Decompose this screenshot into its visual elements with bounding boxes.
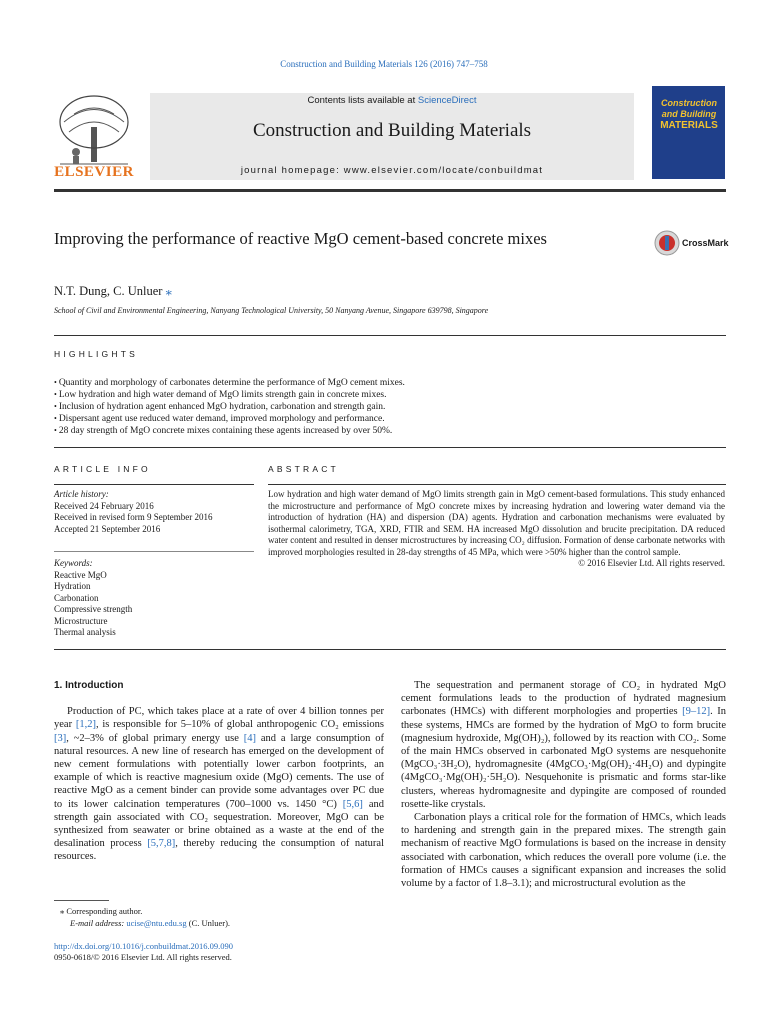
- history-item: Accepted 21 September 2016: [54, 523, 161, 534]
- email-link[interactable]: ucise@ntu.edu.sg: [126, 917, 187, 928]
- abstract-heading: ABSTRACT: [268, 464, 339, 474]
- section-heading: 1. Introduction: [54, 680, 124, 691]
- divider: [54, 649, 726, 650]
- author-list: [54, 283, 172, 299]
- history-item: Received in revised form 9 September 2016: [54, 512, 213, 522]
- keyword: Carbonation: [54, 592, 99, 603]
- divider: [268, 484, 726, 485]
- footnote-mark: ⁎: [60, 906, 65, 916]
- cover-line: and Building: [661, 109, 717, 119]
- text: and a large consumption of natural resources. A new line of research has emerged on the development of new cement formulations with potentially lower carbon footprints, an example of which is reactive magnesium oxide (MgO) cements. The use of reactive MgO as a cement binder can provide some advantages over PC due to its lower calcination temperatures (700–1000 vs. 1450 °C): [54, 732, 384, 810]
- divider: [54, 447, 726, 448]
- keyword: Reactive MgO: [54, 569, 107, 580]
- divider: [54, 551, 254, 552]
- journal-cover-title: [655, 98, 723, 131]
- highlight-item: • 28 day strength of MgO concrete mixes containing these agents increased by over 50%.: [54, 425, 726, 437]
- text: , ~2–3% of global primary energy use: [66, 732, 244, 744]
- corresponding-label: Corresponding author.: [66, 906, 143, 916]
- keywords: [54, 558, 254, 639]
- intro-column-right: [401, 679, 726, 890]
- keyword: Microstructure: [54, 615, 108, 626]
- keyword: Compressive strength: [54, 604, 133, 614]
- abstract-text: Low hydration and high water demand of MgO limits strength gain in MgO cement-based formulations. This study enhanced the microstructure and performance of MgO concrete mixes by increasing hydration and lowering water demand via the introduction of hydration (HA) and dispersion (DA) agents. Hydration and carbonation mechanisms were evaluated by isothermal calorimetry, TGA, XRD, FTIR and SEM. HA increased MgO dissolution and brucite precipitation. DA reduced water content and resulted in denser microstructures by increasing CO₂ diffusion. Formation of dense carbonate networks with improved morphologies resulted in 28-day strengths of 45 MPa, which were >50% higher than the control sample.: [268, 489, 725, 557]
- text: . In these systems, HMCs are formed by the hydration of MgO to form brucite (magnesium hydroxide, Mg(OH)₂), followed by its reaction with CO₂. Some of the main HMCs observed in carbonated MgO systems are nesquehonite (MgCO₃·3H₂O), hydromagnesite (4MgCO₃·Mg(OH)₂·4H₂O) and dypingite (4MgCO₃·Mg(OH)₂·5H₂O). Nesquehonite is prismatic and forms star-like clusters, whereas hydromagnesite and dypingite are composed of rounded rosette-like crystals.: [401, 706, 727, 810]
- highlight-item: • Dispersant agent use reduced water demand, improved morphology and performance.: [54, 413, 726, 425]
- history-label: Article history:: [54, 489, 109, 499]
- crossmark-label[interactable]: CrossMark: [682, 238, 729, 248]
- intro-column-left: [54, 679, 384, 864]
- contents-prefix: Contents lists available at: [307, 95, 416, 106]
- highlights-heading: HIGHLIGHTS: [54, 349, 138, 359]
- email-owner: (C. Unluer).: [188, 917, 231, 928]
- article-info-heading: ARTICLE INFO: [54, 464, 151, 474]
- citation-link[interactable]: [1,2]: [75, 719, 96, 731]
- abstract-body: [268, 489, 725, 570]
- corresponding-note: [54, 906, 230, 918]
- highlight-item: • Low hydration and high water demand of MgO limits strength gain in concrete mixes.: [54, 389, 726, 401]
- text: , is responsible for 5–10% of global anthropogenic CO₂ emissions: [95, 719, 384, 731]
- contents-line: [150, 95, 634, 106]
- article-title: Improving the performance of reactive MgO cement-based concrete mixes: [54, 229, 547, 248]
- citation-link[interactable]: [5,7,8]: [147, 838, 176, 850]
- text: Production of PC, which takes place at a rate of over 4 billion tonnes per year: [54, 706, 384, 731]
- issn-line: 0950-0618/© 2016 Elsevier Ltd. All rights reserved.: [54, 952, 232, 962]
- affiliation: School of Civil and Environmental Engineering, Nanyang Technological University, 50 Nanyang Avenue, Singapore 639798, Singapore: [54, 306, 489, 315]
- email-line: [54, 918, 230, 930]
- doi-link[interactable]: http://dx.doi.org/10.1016/j.conbuildmat.2016.09.090: [54, 941, 234, 951]
- sciencedirect-link[interactable]: ScienceDirect: [417, 95, 477, 106]
- journal-homepage[interactable]: journal homepage: www.elsevier.com/locate/conbuildmat: [240, 165, 544, 176]
- doi-block: [54, 941, 233, 963]
- crossmark-icon[interactable]: [654, 230, 680, 256]
- cover-line: MATERIALS: [660, 120, 718, 131]
- footnote: [54, 906, 230, 929]
- keyword: Thermal analysis: [54, 627, 116, 637]
- publisher-name: ELSEVIER: [54, 164, 134, 180]
- journal-citation[interactable]: Construction and Building Materials 126 (2016) 747–758: [280, 59, 488, 69]
- highlight-item: • Quantity and morphology of carbonates determine the performance of MgO cement mixes.: [54, 377, 726, 389]
- text: The sequestration and permanent storage of CO₂ in hydrated MgO cement formulations leads to the production of hydrated magnesium carbonates (HMCs) with different morphologies and properties: [401, 680, 726, 718]
- keywords-label: Keywords:: [54, 558, 93, 568]
- footnote-divider: [54, 900, 109, 901]
- highlight-item: • Inclusion of hydration agent enhanced MgO hydration, carbonation and strength gain.: [54, 401, 726, 413]
- abstract-copyright: © 2016 Elsevier Ltd. All rights reserved.: [578, 558, 725, 568]
- citation-link[interactable]: [5,6]: [342, 798, 363, 810]
- paragraph: [401, 679, 726, 811]
- citation-link[interactable]: [3]: [54, 732, 67, 744]
- journal-title: Construction and Building Materials: [252, 120, 532, 141]
- citation-link[interactable]: [9–12]: [682, 706, 711, 718]
- corresponding-author-mark[interactable]: ⁎: [165, 284, 172, 298]
- citation-link[interactable]: [4]: [243, 732, 257, 744]
- divider: [54, 335, 726, 336]
- highlights-list: [54, 377, 726, 437]
- paragraph: Carbonation plays a critical role for the formation of HMCs, which leads to hardening and strength gain in the prepared mixes. The strength gain mechanism of reactive MgO formulations is based on the increase in density associated with carbonation, which reduces the overall pore volume (i.e. the formation of HMCs causes a significant expansion and increases the solid volume by a factor of 1.8–3.1); and microstructural evolution as the: [401, 812, 726, 890]
- cover-line: Construction: [661, 98, 717, 108]
- text: and strength gain associated with CO₂ sequestration. Moreover, MgO can be synthesized from seawater or brine obtained as a waste at the end of the desalination process: [54, 798, 384, 850]
- authors: N.T. Dung, C. Unluer: [54, 284, 163, 298]
- email-label: E-mail address:: [70, 917, 125, 928]
- header-divider: [54, 189, 726, 192]
- history-item: Received 24 February 2016: [54, 500, 154, 511]
- paragraph: [54, 705, 384, 863]
- text: , thereby reducing the consumption of natural resources.: [54, 838, 384, 863]
- keyword: Hydration: [54, 581, 91, 591]
- divider: [54, 484, 254, 485]
- article-history: [54, 489, 254, 535]
